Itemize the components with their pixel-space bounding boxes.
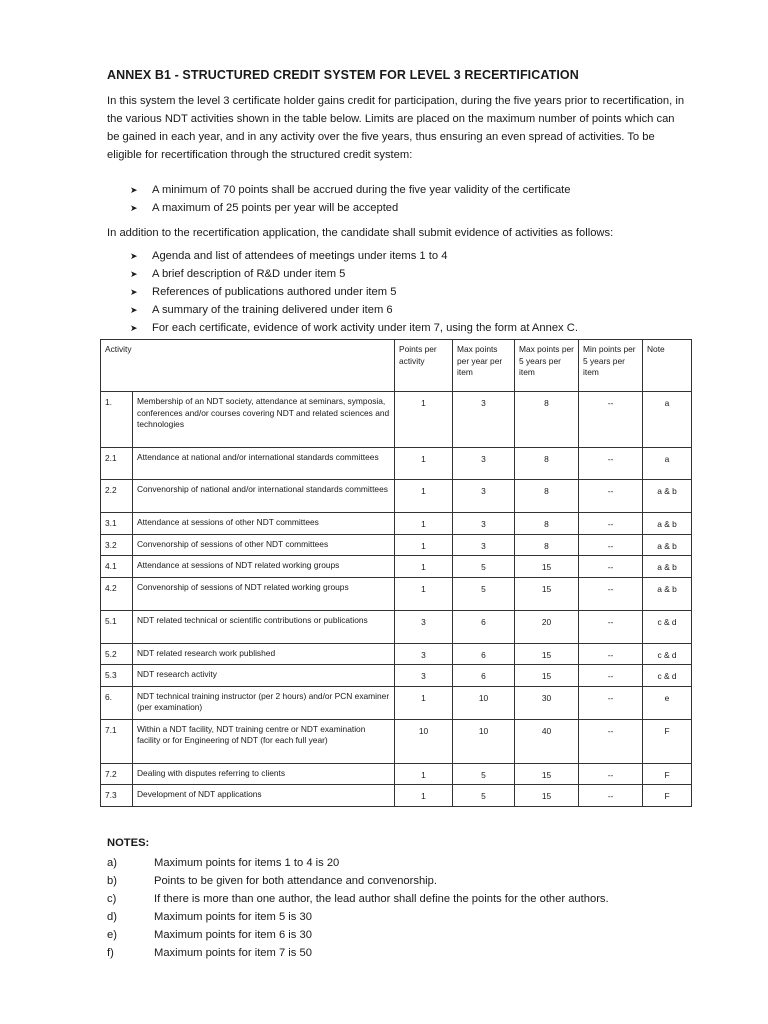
row-points: 1 bbox=[395, 534, 453, 556]
note-text: Maximum points for item 6 is 30 bbox=[154, 929, 312, 941]
note-label: d) bbox=[107, 911, 117, 923]
row-min-5yr: -- bbox=[579, 392, 643, 448]
row-item-number: 1. bbox=[101, 392, 133, 448]
row-activity: Attendance at sessions of other NDT committees bbox=[133, 513, 395, 535]
table-row bbox=[101, 392, 692, 448]
row-points: 3 bbox=[395, 665, 453, 687]
list-item: ➤ For each certificate, evidence of work activity under item 7, using the form at Annex C. bbox=[130, 319, 578, 337]
row-points: 10 bbox=[395, 719, 453, 763]
row-note: c & d bbox=[643, 665, 692, 687]
row-max-5yr: 8 bbox=[515, 513, 579, 535]
intro-paragraph: In this system the level 3 certificate holder gains credit for participation, during the five years prior to recertification, in the various NDT activities shown in the table below. Limits are placed on the maximum number of points which can be gained in each year, and in any activity over the five years, thus ensuring an even spread of activities. To be eligible for recertification through the structured credit system: bbox=[107, 95, 685, 161]
row-min-5yr: -- bbox=[579, 643, 643, 665]
row-min-5yr: -- bbox=[579, 665, 643, 687]
note-text: Points to be given for both attendance and convenorship. bbox=[154, 875, 437, 887]
note-item bbox=[107, 872, 609, 890]
row-min-5yr: -- bbox=[579, 686, 643, 719]
row-points: 1 bbox=[395, 448, 453, 480]
row-activity: NDT related technical or scientific contributions or publications bbox=[133, 610, 395, 643]
row-points: 1 bbox=[395, 556, 453, 578]
row-activity: Membership of an NDT society, attendance at seminars, symposia, conferences and/or courses covering NDT and related sciences and technologies bbox=[133, 392, 395, 448]
table-row bbox=[101, 643, 692, 665]
note-label: a) bbox=[107, 857, 117, 869]
row-points: 1 bbox=[395, 763, 453, 785]
row-note: F bbox=[643, 763, 692, 785]
row-activity: NDT technical training instructor (per 2 hours) and/or PCN examiner (per examination) bbox=[133, 686, 395, 719]
row-max-year: 5 bbox=[453, 556, 515, 578]
row-max-5yr: 15 bbox=[515, 785, 579, 807]
list-item: ➤ A summary of the training delivered under item 6 bbox=[130, 301, 578, 319]
row-activity: Dealing with disputes referring to clients bbox=[133, 763, 395, 785]
header-max-year: Max points per year per item bbox=[453, 340, 515, 392]
row-max-year: 3 bbox=[453, 513, 515, 535]
row-item-number: 6. bbox=[101, 686, 133, 719]
row-note: F bbox=[643, 719, 692, 763]
row-max-5yr: 8 bbox=[515, 534, 579, 556]
credit-table bbox=[100, 339, 692, 807]
row-max-5yr: 15 bbox=[515, 643, 579, 665]
row-min-5yr: -- bbox=[579, 577, 643, 610]
row-max-year: 3 bbox=[453, 392, 515, 448]
row-item-number: 7.3 bbox=[101, 785, 133, 807]
row-activity: Within a NDT facility, NDT training centre or NDT examination facility or for Engineering of NDT (for each full year) bbox=[133, 719, 395, 763]
evidence-list bbox=[130, 247, 578, 337]
row-note: a & b bbox=[643, 534, 692, 556]
row-activity: Attendance at national and/or international standards committees bbox=[133, 448, 395, 480]
note-item bbox=[107, 854, 609, 872]
row-max-year: 5 bbox=[453, 785, 515, 807]
arrow-bullet-icon: ➤ bbox=[130, 323, 138, 333]
list-item: ➤ A minimum of 70 points shall be accrued during the five year validity of the certificate bbox=[130, 181, 571, 199]
row-item-number: 4.2 bbox=[101, 577, 133, 610]
row-points: 1 bbox=[395, 686, 453, 719]
note-text: Maximum points for item 7 is 50 bbox=[154, 947, 312, 959]
table-row bbox=[101, 480, 692, 513]
row-max-5yr: 8 bbox=[515, 448, 579, 480]
arrow-bullet-icon: ➤ bbox=[130, 305, 138, 315]
row-max-5yr: 15 bbox=[515, 577, 579, 610]
row-note: e bbox=[643, 686, 692, 719]
row-max-5yr: 20 bbox=[515, 610, 579, 643]
row-item-number: 2.1 bbox=[101, 448, 133, 480]
row-note: a bbox=[643, 448, 692, 480]
row-note: a bbox=[643, 392, 692, 448]
arrow-bullet-icon: ➤ bbox=[130, 269, 138, 279]
row-item-number: 7.1 bbox=[101, 719, 133, 763]
row-min-5yr: -- bbox=[579, 556, 643, 578]
row-activity: NDT research activity bbox=[133, 665, 395, 687]
table-row bbox=[101, 534, 692, 556]
row-max-5yr: 15 bbox=[515, 665, 579, 687]
note-label: c) bbox=[107, 893, 117, 905]
row-activity: Convenorship of sessions of other NDT committees bbox=[133, 534, 395, 556]
row-max-year: 3 bbox=[453, 534, 515, 556]
row-points: 3 bbox=[395, 643, 453, 665]
row-points: 1 bbox=[395, 480, 453, 513]
note-item bbox=[107, 908, 609, 926]
row-activity: Convenorship of national and/or international standards committees bbox=[133, 480, 395, 513]
table-row bbox=[101, 610, 692, 643]
header-points: Points per activity bbox=[395, 340, 453, 392]
document-title: ANNEX B1 - STRUCTURED CREDIT SYSTEM FOR LEVEL 3 RECERTIFICATION bbox=[107, 68, 579, 82]
row-note: a & b bbox=[643, 513, 692, 535]
arrow-bullet-icon: ➤ bbox=[130, 287, 138, 297]
row-item-number: 7.2 bbox=[101, 763, 133, 785]
row-note: a & b bbox=[643, 556, 692, 578]
arrow-bullet-icon: ➤ bbox=[130, 251, 138, 261]
row-min-5yr: -- bbox=[579, 719, 643, 763]
row-max-year: 3 bbox=[453, 448, 515, 480]
header-min-5yr: Min points per 5 years per item bbox=[579, 340, 643, 392]
row-note: c & d bbox=[643, 610, 692, 643]
row-activity: Attendance at sessions of NDT related working groups bbox=[133, 556, 395, 578]
row-item-number: 4.1 bbox=[101, 556, 133, 578]
table-row bbox=[101, 448, 692, 480]
table-row bbox=[101, 665, 692, 687]
arrow-bullet-icon: ➤ bbox=[130, 185, 138, 195]
row-max-year: 5 bbox=[453, 577, 515, 610]
row-max-year: 10 bbox=[453, 686, 515, 719]
row-min-5yr: -- bbox=[579, 448, 643, 480]
table-row bbox=[101, 513, 692, 535]
row-points: 3 bbox=[395, 610, 453, 643]
note-label: b) bbox=[107, 875, 117, 887]
row-max-5yr: 15 bbox=[515, 556, 579, 578]
row-item-number: 3.1 bbox=[101, 513, 133, 535]
note-label: e) bbox=[107, 929, 117, 941]
row-points: 1 bbox=[395, 785, 453, 807]
evidence-lead: In addition to the recertification application, the candidate shall submit evidence of activities as follows: bbox=[107, 227, 614, 239]
row-max-year: 10 bbox=[453, 719, 515, 763]
notes-title: NOTES: bbox=[107, 837, 150, 849]
header-activity: Activity bbox=[101, 340, 395, 392]
row-note: a & b bbox=[643, 577, 692, 610]
row-max-5yr: 8 bbox=[515, 392, 579, 448]
table-row bbox=[101, 556, 692, 578]
row-item-number: 5.1 bbox=[101, 610, 133, 643]
header-max-5yr: Max points per 5 years per item bbox=[515, 340, 579, 392]
row-max-year: 6 bbox=[453, 643, 515, 665]
note-text: Maximum points for item 5 is 30 bbox=[154, 911, 312, 923]
row-item-number: 2.2 bbox=[101, 480, 133, 513]
row-activity: NDT related research work published bbox=[133, 643, 395, 665]
table-row bbox=[101, 763, 692, 785]
row-min-5yr: -- bbox=[579, 763, 643, 785]
row-min-5yr: -- bbox=[579, 610, 643, 643]
row-max-5yr: 8 bbox=[515, 480, 579, 513]
requirements-list bbox=[130, 181, 571, 217]
row-min-5yr: -- bbox=[579, 534, 643, 556]
list-item: ➤ Agenda and list of attendees of meetings under items 1 to 4 bbox=[130, 247, 578, 265]
note-label: f) bbox=[107, 947, 114, 959]
row-max-5yr: 30 bbox=[515, 686, 579, 719]
row-points: 1 bbox=[395, 577, 453, 610]
row-note: a & b bbox=[643, 480, 692, 513]
arrow-bullet-icon: ➤ bbox=[130, 203, 138, 213]
row-note: F bbox=[643, 785, 692, 807]
note-item bbox=[107, 926, 609, 944]
row-min-5yr: -- bbox=[579, 480, 643, 513]
list-item: ➤ References of publications authored under item 5 bbox=[130, 283, 578, 301]
row-max-year: 3 bbox=[453, 480, 515, 513]
table-row bbox=[101, 577, 692, 610]
list-item: ➤ A brief description of R&D under item 5 bbox=[130, 265, 578, 283]
row-activity: Convenorship of sessions of NDT related working groups bbox=[133, 577, 395, 610]
row-min-5yr: -- bbox=[579, 785, 643, 807]
row-min-5yr: -- bbox=[579, 513, 643, 535]
list-item: ➤ A maximum of 25 points per year will be accepted bbox=[130, 199, 571, 217]
row-points: 1 bbox=[395, 392, 453, 448]
row-max-year: 6 bbox=[453, 610, 515, 643]
notes-list bbox=[107, 854, 609, 962]
note-text: Maximum points for items 1 to 4 is 20 bbox=[154, 857, 340, 869]
table-header-row bbox=[101, 340, 692, 392]
row-activity: Development of NDT applications bbox=[133, 785, 395, 807]
table-row bbox=[101, 785, 692, 807]
table-row bbox=[101, 719, 692, 763]
row-item-number: 5.2 bbox=[101, 643, 133, 665]
note-text: If there is more than one author, the lead author shall define the points for the other authors. bbox=[154, 893, 609, 905]
row-max-5yr: 15 bbox=[515, 763, 579, 785]
row-item-number: 5.3 bbox=[101, 665, 133, 687]
row-max-year: 6 bbox=[453, 665, 515, 687]
row-points: 1 bbox=[395, 513, 453, 535]
row-note: c & d bbox=[643, 643, 692, 665]
row-item-number: 3.2 bbox=[101, 534, 133, 556]
table-row bbox=[101, 686, 692, 719]
row-max-5yr: 40 bbox=[515, 719, 579, 763]
row-max-year: 5 bbox=[453, 763, 515, 785]
header-note: Note bbox=[643, 340, 692, 392]
note-item bbox=[107, 944, 609, 962]
note-item bbox=[107, 890, 609, 908]
